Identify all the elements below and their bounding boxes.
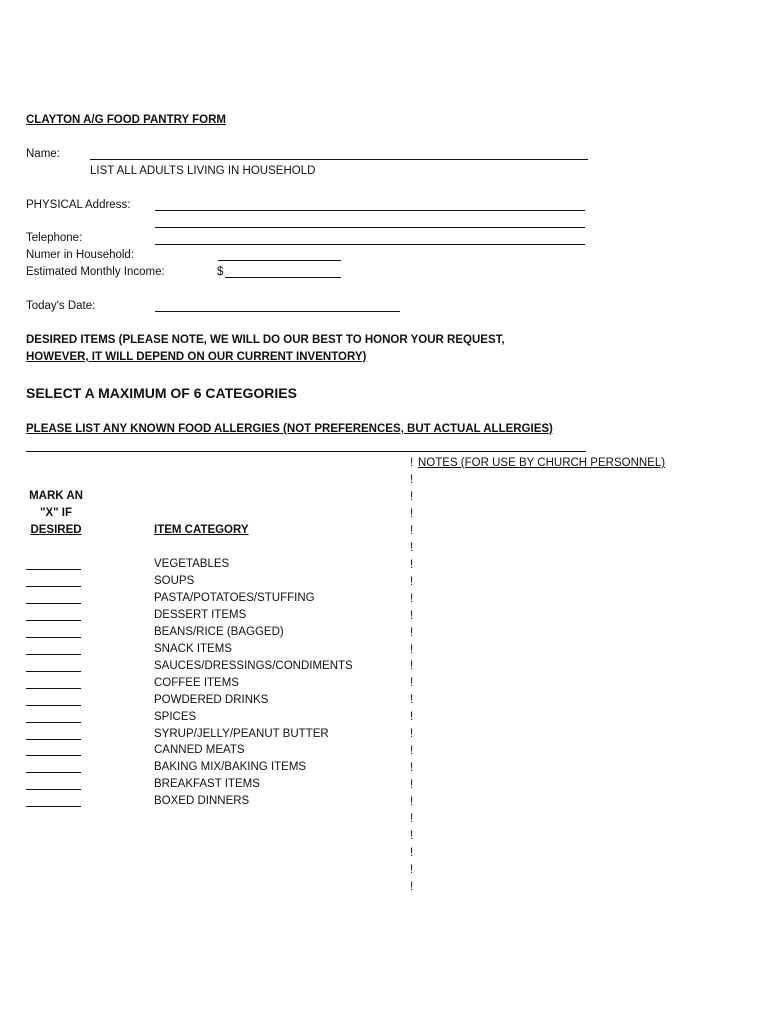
category-item: POWDERED DRINKS [154,693,269,706]
category-item: BEANS/RICE (BAGGED) [154,625,284,638]
notes-column-marker: ! [410,694,414,707]
mark-field[interactable] [26,789,81,790]
mark-field[interactable] [26,755,81,756]
category-item: DESSERT ITEMS [154,608,247,621]
date-field[interactable] [155,311,400,312]
mark-field[interactable] [26,722,81,723]
mark-header-line3: DESIRED [30,524,82,536]
notes-column-marker: ! [410,490,414,503]
notes-label: NOTES (FOR USE BY CHURCH PERSONNEL) [418,457,666,469]
mark-field[interactable] [26,806,81,807]
notes-column-marker: ! [410,796,414,809]
name-field[interactable] [90,159,588,160]
notes-column-marker: ! [410,643,414,656]
category-item: PASTA/POTATOES/STUFFING [154,591,315,604]
category-item: SPICES [154,710,197,723]
mark-field[interactable] [26,603,81,604]
notes-column-marker: ! [410,474,414,486]
notes-column-marker: ! [410,507,414,520]
max-categories-heading: SELECT A MAXIMUM OF 6 CATEGORIES [26,385,297,401]
notes-column-marker: ! [410,762,414,775]
notes-column-marker: ! [410,677,414,690]
notes-column-marker: ! [410,660,414,673]
notes-column-marker: ! [410,813,414,825]
mark-header-line2: "X" IF [40,507,72,519]
date-label: Today's Date: [26,300,96,312]
notes-marker: ! [410,457,414,469]
notes-column-marker: ! [410,880,414,893]
income-currency: $ [217,266,224,278]
allergies-label: PLEASE LIST ANY KNOWN FOOD ALLERGIES (NOT PREFERENCES, BUT ACTUAL ALLERGIES) [26,423,553,435]
mark-field[interactable] [26,671,81,672]
notes-column-marker: ! [410,829,414,842]
item-category-header: ITEM CATEGORY [154,524,249,536]
mark-field[interactable] [26,654,81,655]
mark-field[interactable] [26,688,81,689]
telephone-label: Telephone: [26,232,83,244]
notes-column-marker: ! [410,592,414,605]
allergies-field[interactable] [26,451,586,452]
household-field[interactable] [218,260,341,261]
income-field[interactable] [225,277,341,278]
notes-column-marker: ! [410,711,414,724]
notes-column-marker: ! [410,863,414,876]
income-label: Estimated Monthly Income: [26,266,165,278]
notes-column-marker: ! [410,846,414,859]
category-item: SNACK ITEMS [154,642,232,655]
mark-field[interactable] [26,620,81,621]
mark-field[interactable] [26,739,81,740]
category-item: COFFEE ITEMS [154,676,239,689]
category-item: SYRUP/JELLY/PEANUT BUTTER [154,727,329,740]
notes-column-marker: ! [410,558,414,571]
category-item: SAUCES/DRESSINGS/CONDIMENTS [154,659,353,672]
desired-items-note-line2: HOWEVER, IT WILL DEPEND ON OUR CURRENT INVENTORY) [26,351,367,363]
adults-note: LIST ALL ADULTS LIVING IN HOUSEHOLD [90,165,316,177]
form-title: CLAYTON A/G FOOD PANTRY FORM [26,114,226,126]
address-label: PHYSICAL Address: [26,199,131,211]
category-item: BAKING MIX/BAKING ITEMS [154,761,307,774]
mark-field[interactable] [26,772,81,773]
notes-column-marker: ! [410,728,414,741]
mark-header-line1: MARK AN [29,490,83,502]
mark-field[interactable] [26,705,81,706]
category-item: VEGETABLES [154,558,230,570]
mark-field[interactable] [26,569,81,570]
telephone-field[interactable] [155,244,585,245]
household-label: Numer in Household: [26,249,135,261]
notes-column-marker: ! [410,745,414,758]
address-field-line2[interactable] [155,227,585,228]
category-item: BOXED DINNERS [154,795,250,808]
category-item: SOUPS [154,574,195,587]
name-label: Name: [26,148,60,160]
category-item: CANNED MEATS [154,744,245,757]
address-field-line1[interactable] [155,210,585,211]
notes-column-marker: ! [410,609,414,622]
desired-items-note-line1: DESIRED ITEMS (PLEASE NOTE, WE WILL DO OUR BEST TO HONOR YOUR REQUEST, [26,334,505,346]
category-item: BREAKFAST ITEMS [154,778,260,791]
mark-field[interactable] [26,637,81,638]
notes-column-marker: ! [410,524,414,537]
notes-column-marker: ! [410,779,414,792]
notes-column-marker: ! [410,541,414,554]
notes-column-marker: ! [410,626,414,639]
notes-column-marker: ! [410,575,414,588]
mark-field[interactable] [26,586,81,587]
